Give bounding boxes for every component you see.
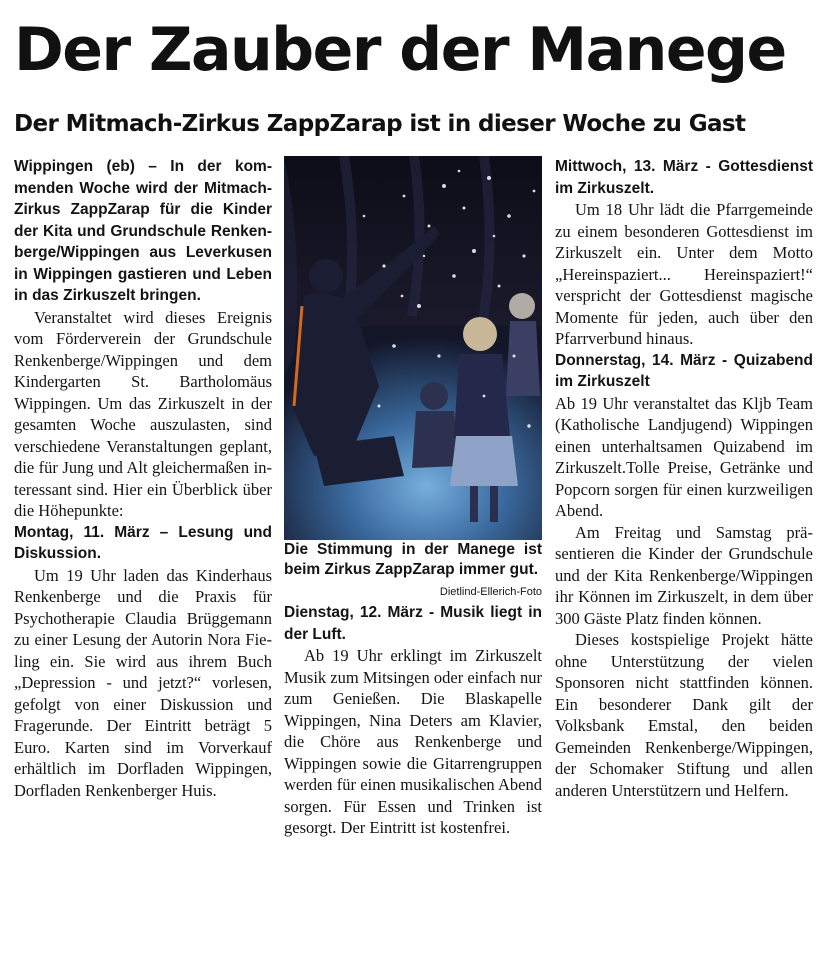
wednesday-heading: Mittwoch, 13. März - Gottesdienst im Zirkuszelt. (555, 158, 813, 197)
article-column-1 (14, 156, 272, 801)
thursday-heading: Donnerstag, 14. März - Quizabend im Zirkuszelt (555, 351, 813, 390)
subheadline: Der Mitmach-Zirkus ZappZarap ist in dieser Woche zu Gast (14, 111, 746, 137)
tuesday-text: Ab 19 Uhr erklingt im Zirkuszelt Musik zum Mitsingen oder einfach nur zum Genießen. Die Blaskapelle Wippingen, Nina Deters am Klavier, die Chöre aus Renkenberge und Wippingen sowie die Gitarrengruppen werden für einen musikalischen Abend sorgen. Für Essen und Trinken ist gesorgt. Der Eintritt ist kostenfrei. (284, 646, 542, 837)
sponsors-paragraph: Dieses kostspielige Projekt hätte ohne Unterstützung der vielen Sponsoren nicht stattfinden können. Ein besonderer Dank gilt der Volksbank Emstal, den beiden Gemeinden Renkenberge/Wippingen, der Schomaker Stiftung und allen anderen Unterstützern und Helfern. (555, 630, 813, 800)
photo-credit: Dietlind-Ellerich-Foto (439, 586, 542, 598)
monday-text: Um 19 Uhr laden das Kinderhaus Renkenberge und die Praxis für Psychotherapie Claudia Brüggemann zu einer Lesung der Autorin Nora Fieling ein. Sie wird aus ihrem Buch „Depression - und jetzt?“ vorlesen, gefolgt von einer Diskussion und Fragerunde. Der Eintritt beträgt 5 Euro. Karten sind im Vorverkauf erhältlich im Dorfladen Wippingen, Dorfladen Renkenberger Huis. (14, 565, 272, 800)
tuesday-heading: Dienstag, 12. März - Musik liegt in der Luft. (284, 604, 542, 643)
lead-paragraph: Wippingen (eb) – In der kommenden Woche wird der Mitmach-Zirkus ZappZarap für die Kinder der Kita und Grundschule Renkenberge/Wippingen aus Leverkusen in Wippingen gastieren und Leben in das Zirkuszelt bringen. (14, 158, 272, 304)
article-column-2 (284, 156, 542, 839)
headline: Der Zauber der Manege (14, 15, 786, 85)
circus-photo (284, 156, 542, 540)
paragraph-organizer: Veranstaltet wird dieses Ereignis vom Förderverein der Grundschule Renkenberge/Wippingen und dem Kindergarten St. Bartholomäus Wippingen. Um das Zirkuszelt in der gesamten Woche auszulasten, sind verschiedene Veranstaltungen geplant, die für Jung und Alt gleichermaßen interessant sind. Hier ein Überblick über die Höhepunkte: (14, 307, 272, 520)
thursday-text: Ab 19 Uhr veranstaltet das Kljb Team (Katholische Landjugend) Wippingen einen unterhaltsamen Quizabend im Zirkuszelt.Tolle Preise, Getränke und Popcorn sorgen für einen kurzweiligen Abend. (555, 393, 813, 520)
monday-heading: Montag, 11. März – Lesung und Diskussion. (14, 523, 272, 562)
article-column-3 (555, 156, 813, 801)
weekend-paragraph: Am Freitag und Samstag präsentieren die Kinder der Grundschule und der Kita Renkenberge/Wippingen ihr Können im Zirkuszelt, in dem über 300 Gäste Platz finden können. (555, 522, 813, 628)
caption-text: Die Stimmung in der Manege ist beim Zirkus ZappZarap immer gut. (284, 541, 542, 578)
photo-caption (284, 540, 542, 598)
wednesday-text: Um 18 Uhr lädt die Pfarrgemeinde zu einem besonderen Gottesdienst im Zirkuszelt ein. Unter dem Motto „Hereinspaziert... Hereinspaziert!“ verspricht der Gottesdienst magische Momente für jeden, auch über den Pfarrverbund hinaus. (555, 200, 813, 348)
